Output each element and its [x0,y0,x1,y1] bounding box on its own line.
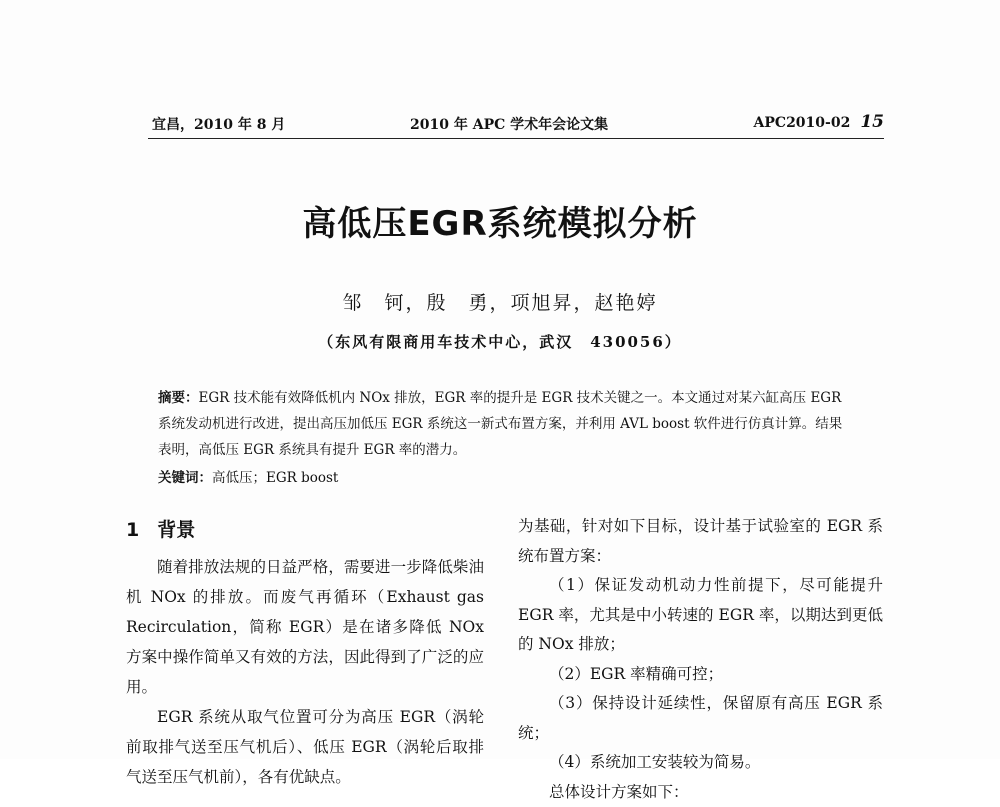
paper-title: 高低压EGR系统模拟分析 [0,196,1000,245]
keywords-text: 高低压；EGR boost [212,470,338,486]
abstract-text: EGR 技术能有效降低机内 NOx 排放，EGR 率的提升是 EGR 技术关键之一。本文通过对某六缸高压 EGR 系统发动机进行改进，提出高压加低压 EGR 系统这一新式布置方案，并利用 AVL boost 软件进行仿真计算。结果表明，高低压 EGR 系统具有提升 EGR 率的潜力。 [158,390,842,458]
paper-affiliation: （东风有限商用车技术中心，武汉 430056） [0,331,1000,352]
keywords [158,465,848,491]
list-item: （1）保证发动机动力性前提下，尽可能提升 EGR 率，尤其是中小转速的 EGR 率，以期达到更低的 NOx 排放； [518,571,883,660]
header-divider [148,138,884,139]
header-proceedings-title: 2010 年 APC 学术年会论文集 [410,114,608,134]
paper-authors: 邹 钶，殷 勇，项旭昇，赵艳婷 [0,288,1000,315]
header-paper-code-group [754,112,884,132]
section-title: 背景 [157,519,195,541]
page-number: 15 [860,112,884,132]
header-paper-code: APC2010-02 [754,115,851,131]
abstract-label: 摘要： [158,390,199,406]
right-column [518,512,883,759]
section-heading [126,512,484,548]
body-paragraph: 为基础，针对如下目标，设计基于试验室的 EGR 系统布置方案： [518,512,883,571]
body-paragraph: 随着排放法规的日益严格，需要进一步降低柴油机 NOx 的排放。而废气再循环（Exhaust gas Recirculation，简称 EGR）是在诸多降低 NOx 方案中操作简单又有效的方法，因此得到了广泛的应用。 [126,552,484,702]
keywords-label: 关键词： [158,470,212,486]
list-item: （4）系统加工安装较为简易。 [518,748,883,778]
running-header [148,112,884,138]
section-number: 1 [126,519,139,541]
abstract [158,385,848,463]
list-item: （3）保持设计延续性，保留原有高压 EGR 系统； [518,689,883,748]
header-location-date: 宜昌，2010 年 8 月 [152,114,285,134]
list-item: （2）EGR 率精确可控； [518,660,883,690]
body-paragraph: EGR 系统从取气位置可分为高压 EGR（涡轮前取排气送至压气机后）、低压 EGR（涡轮后取排气送至压气机前），各有优缺点。 [126,702,484,792]
body-paragraph: 总体设计方案如下： [518,778,883,807]
left-column [126,512,484,759]
